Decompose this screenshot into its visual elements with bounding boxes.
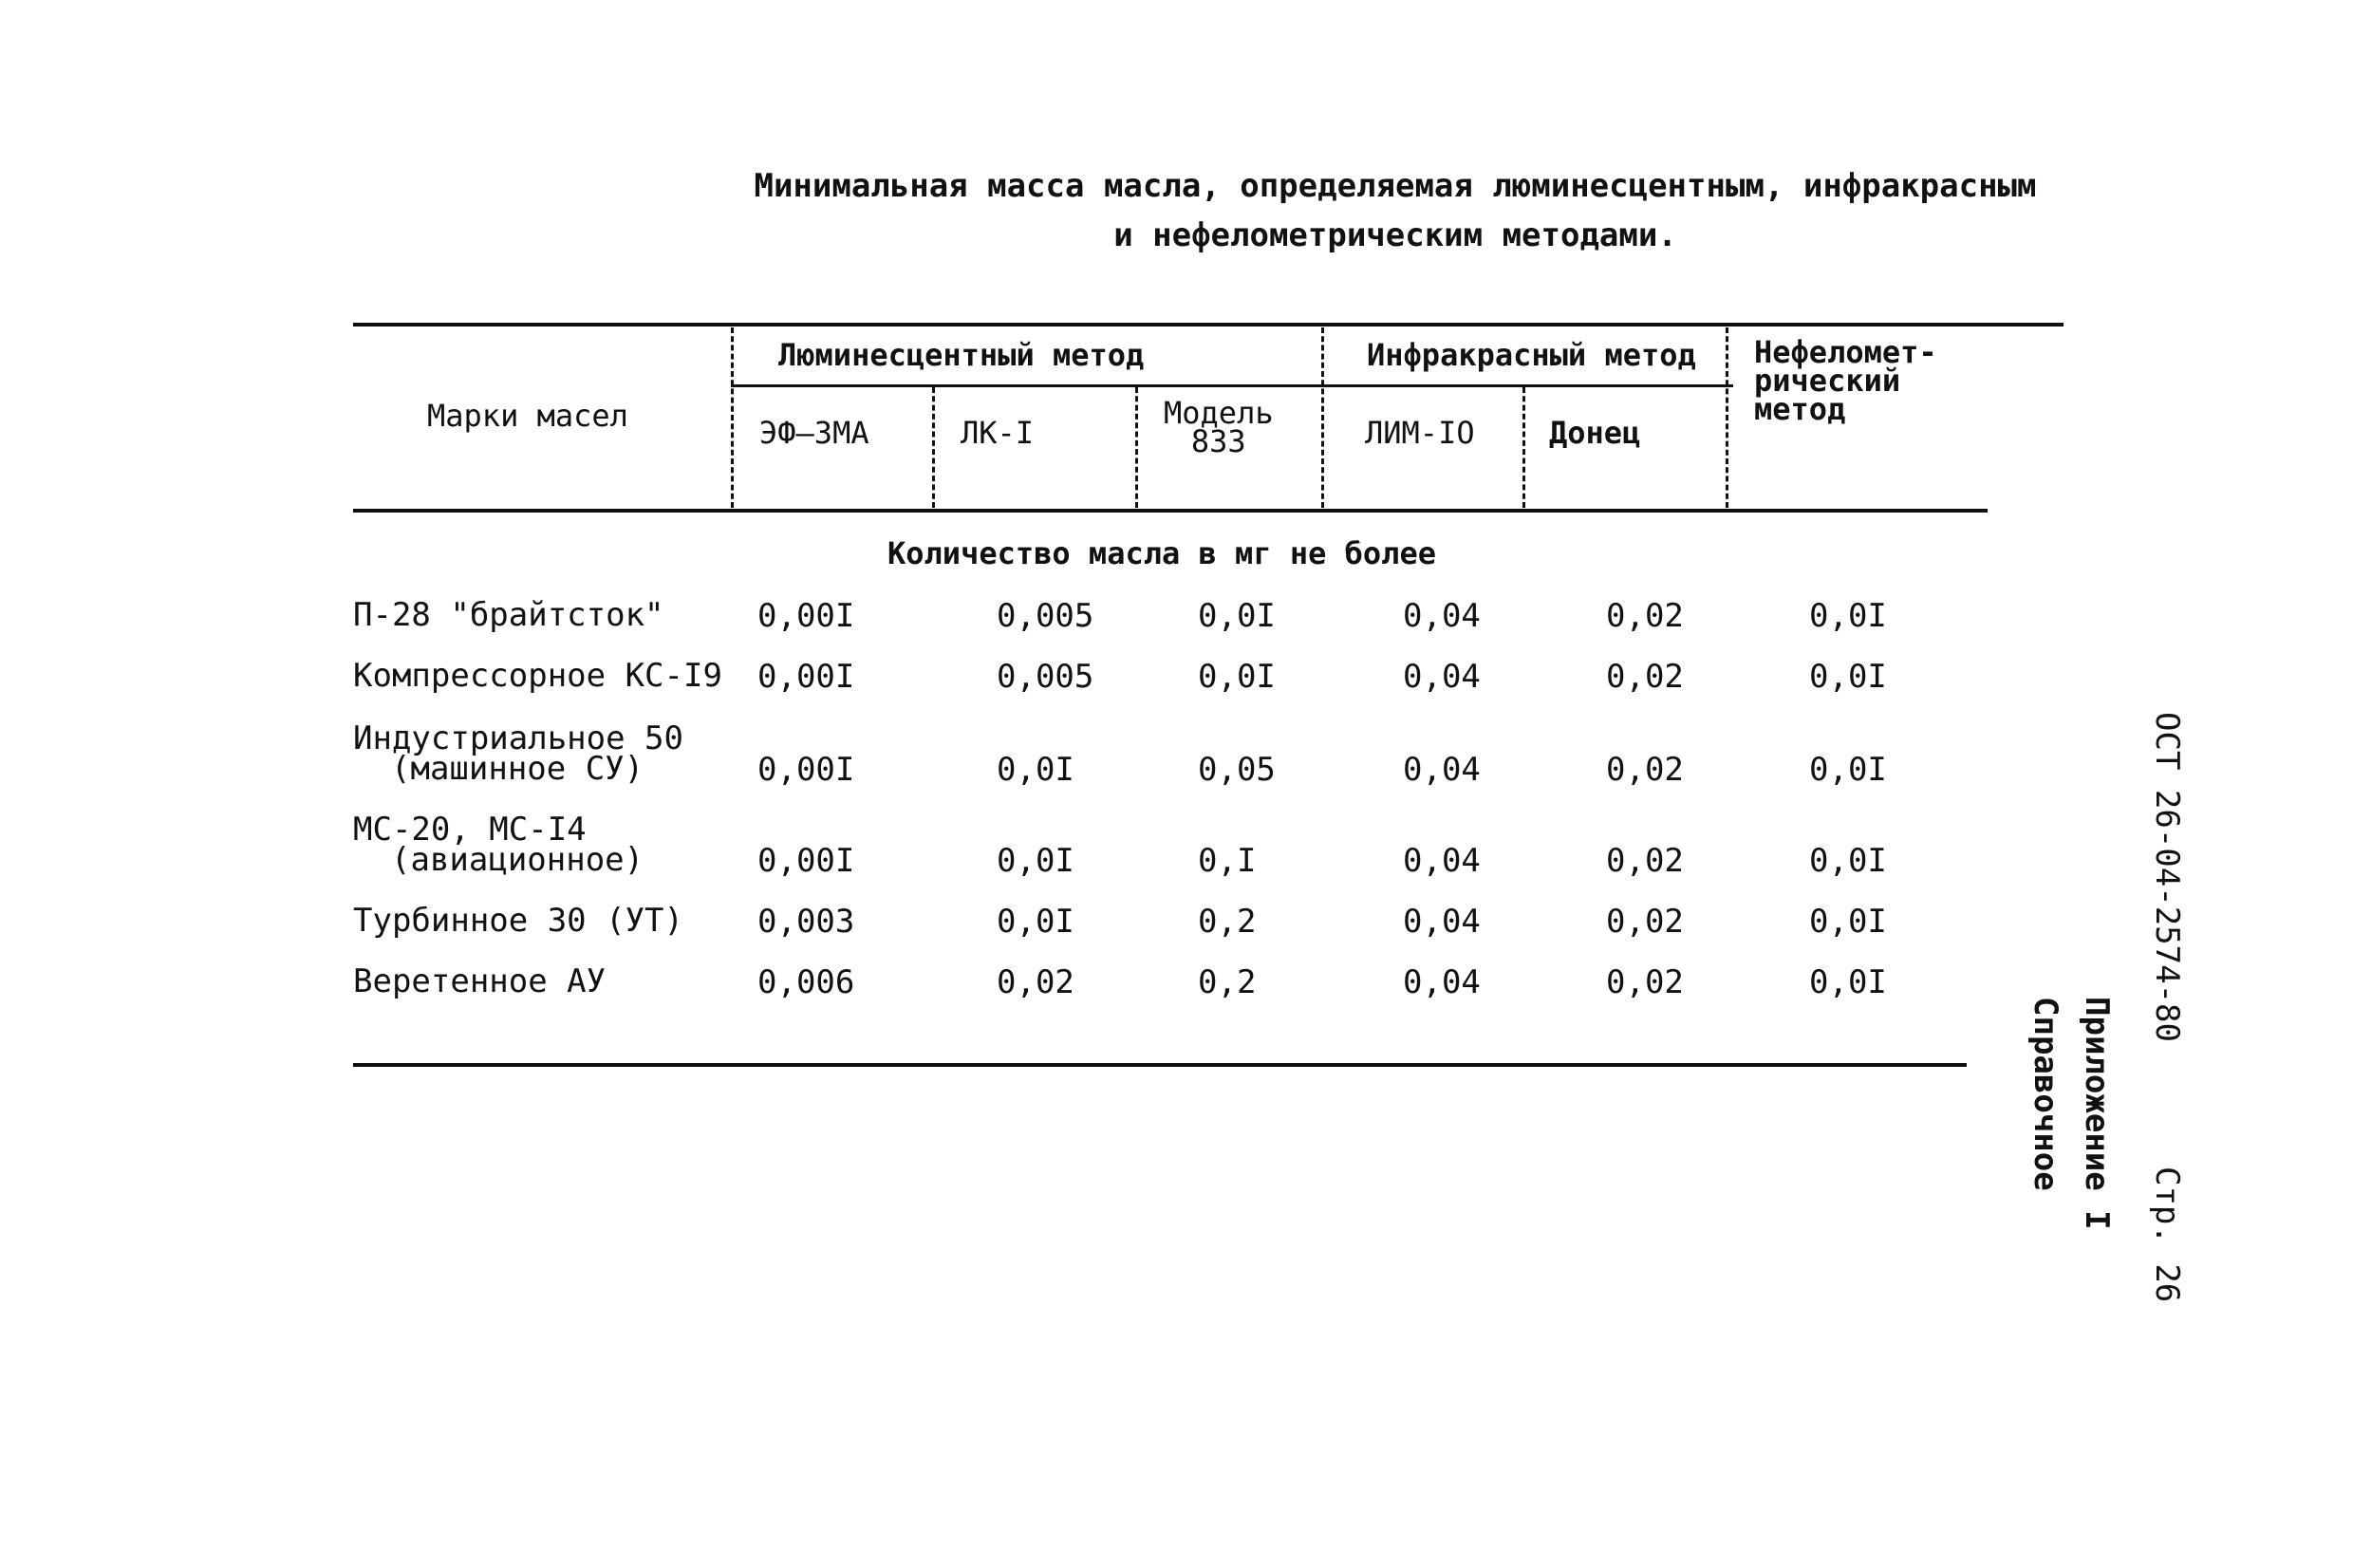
- table-row-name: [353, 811, 644, 879]
- table-cell: 0,2: [1198, 963, 1257, 1001]
- appendix-label: Приложение I: [2078, 997, 2116, 1230]
- table-row-name: [353, 719, 683, 788]
- table-cell: 0,0I: [997, 842, 1074, 880]
- table-cell: 0,02: [997, 963, 1074, 1001]
- table-cell: 0,0I: [997, 903, 1074, 941]
- oil-name: Веретенное АУ: [353, 962, 607, 1000]
- subheader-model-833: [1164, 395, 1274, 459]
- table-cell: 0,02: [1606, 842, 1684, 880]
- table-cell: 0,04: [1403, 963, 1481, 1001]
- table-title: [664, 161, 2126, 260]
- table-cell: 0,0I: [997, 751, 1074, 789]
- table-cell: 0,0I: [1198, 597, 1276, 635]
- page-number: Стр. 26: [2148, 1166, 2186, 1303]
- table-cell: 0,006: [757, 963, 855, 1001]
- table-cell: 0,04: [1403, 658, 1481, 696]
- document-code: [2148, 712, 2186, 1303]
- table-cell: 0,I: [1198, 842, 1257, 880]
- table-cell: 0,04: [1403, 751, 1481, 789]
- oil-name: Индустриальное 50: [353, 719, 683, 757]
- header-separator: [932, 387, 935, 508]
- reference-label: Справочное: [2026, 997, 2064, 1191]
- table-cell: 0,04: [1403, 842, 1481, 880]
- oil-name: Компрессорное КС-I9: [353, 657, 722, 695]
- table-cell: 0,005: [997, 658, 1094, 696]
- header-infrared-method: Инфракрасный метод: [1367, 337, 1696, 373]
- table-cell: 0,0I: [1809, 903, 1887, 941]
- table-cell: 0,00I: [757, 597, 855, 635]
- table-cell: 0,0I: [1809, 963, 1887, 1001]
- oil-name: Турбинное 30 (УТ): [353, 902, 683, 940]
- header-nephelometric-method: [1754, 334, 1937, 427]
- table-cell: 0,02: [1606, 963, 1684, 1001]
- header-oil-brands: Марки масел: [427, 398, 628, 434]
- table-bottom-rule: [353, 1063, 1967, 1067]
- header-separator: [1522, 387, 1525, 508]
- table-cell: 0,04: [1403, 903, 1481, 941]
- oil-name: П-28 "брайтсток": [353, 596, 664, 634]
- doc-code-text: ОСТ 26-04-2574-80: [2148, 712, 2186, 1042]
- table-cell: 0,00I: [757, 842, 855, 880]
- table-cell: 0,00I: [757, 751, 855, 789]
- table-cell: 0,0I: [1198, 658, 1276, 696]
- table-cell: 0,2: [1198, 903, 1257, 941]
- table-cell: 0,0I: [1809, 842, 1887, 880]
- oil-name-note: (авиационное): [391, 841, 644, 879]
- neph-line-3: метод: [1754, 391, 1846, 427]
- model-label: Модель: [1164, 395, 1274, 431]
- header-luminescent-method: Люминесцентный метод: [778, 337, 1145, 373]
- header-separator: [1726, 327, 1728, 508]
- table-cell: 0,04: [1403, 597, 1481, 635]
- neph-line-2: рический: [1754, 363, 1901, 399]
- neph-line-1: Нефеломет-: [1754, 334, 1937, 370]
- table-row-name: [353, 596, 664, 634]
- header-bottom-rule: [353, 509, 1988, 513]
- model-number: 833: [1190, 423, 1246, 459]
- table-cell: 0,0I: [1809, 658, 1887, 696]
- header-separator: [1135, 387, 1138, 508]
- table-cell: 0,0I: [1809, 751, 1887, 789]
- table-row-name: [353, 902, 683, 940]
- header-separator: [1321, 327, 1324, 508]
- table-cell: 0,05: [1198, 751, 1276, 789]
- unit-note: Количество масла в мг не более: [887, 535, 1436, 571]
- table-cell: 0,005: [997, 597, 1094, 635]
- title-line-1: Минимальная масса масла, определяемая люминесцентным, инфракрасным: [754, 167, 2037, 205]
- title-line-2: и нефелометрическим методами.: [1113, 216, 1677, 254]
- table-row-name: [353, 657, 722, 695]
- table-top-rule: [353, 323, 2064, 327]
- table-cell: 0,0I: [1809, 597, 1887, 635]
- table-cell: 0,02: [1606, 597, 1684, 635]
- oil-name-note: (машинное СУ): [391, 750, 644, 788]
- subheader-lk-1: ЛК-I: [961, 415, 1035, 451]
- oil-name: МС-20, МС-I4: [353, 811, 587, 849]
- table-cell: 0,00I: [757, 658, 855, 696]
- table-cell: 0,02: [1606, 751, 1684, 789]
- table-row-name: [353, 962, 607, 1000]
- subheader-ef-zma: ЭФ–ЗМА: [759, 415, 869, 451]
- table-cell: 0,02: [1606, 658, 1684, 696]
- subheader-lim-10: ЛИМ-IO: [1365, 415, 1475, 451]
- header-separator: [731, 327, 734, 508]
- subheader-donets: Донец: [1549, 415, 1641, 451]
- table-cell: 0,02: [1606, 903, 1684, 941]
- table-cell: 0,003: [757, 903, 855, 941]
- header-sub-rule: [731, 384, 1733, 387]
